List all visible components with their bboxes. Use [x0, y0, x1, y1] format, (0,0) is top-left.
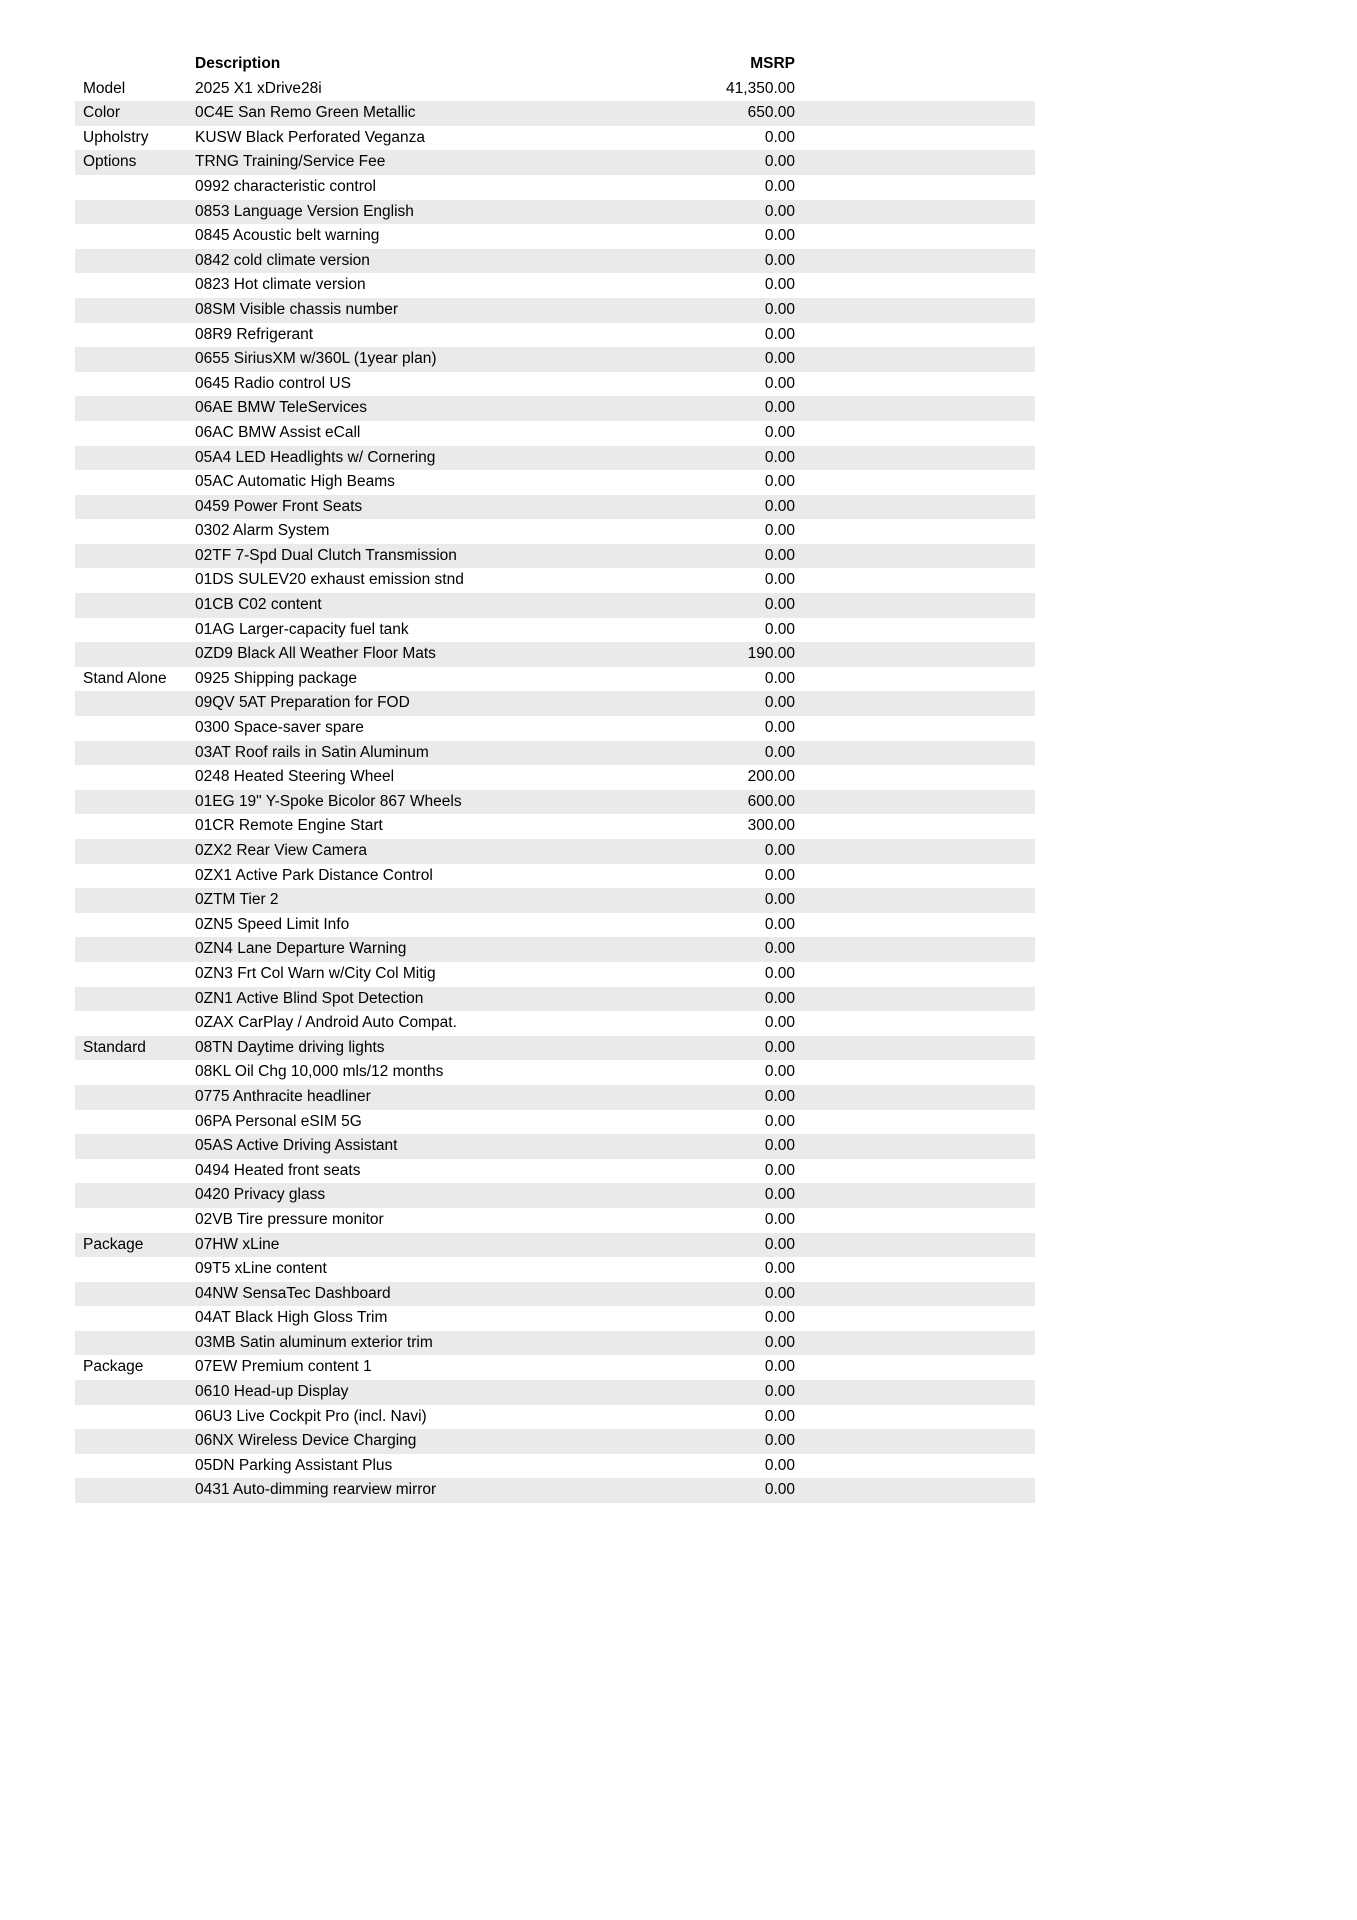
table-row: [75, 593, 1035, 618]
category-cell: Options: [83, 153, 137, 171]
table-row: [75, 347, 1035, 372]
table-row: [75, 544, 1035, 569]
table-row: [75, 1159, 1035, 1184]
msrp-cell: 200.00: [747, 768, 795, 786]
msrp-cell: 0.00: [764, 128, 795, 146]
table-row: [75, 937, 1035, 962]
msrp-cell: 0.00: [764, 202, 795, 220]
description-cell: 01CR Remote Engine Start: [195, 817, 383, 835]
msrp-cell: 0.00: [764, 1038, 795, 1056]
msrp-cell: 0.00: [764, 743, 795, 761]
description-cell: 02TF 7-Spd Dual Clutch Transmission: [195, 546, 457, 564]
msrp-cell: 0.00: [764, 1309, 795, 1327]
table-row: [75, 446, 1035, 471]
table-row: [75, 568, 1035, 593]
description-cell: 09T5 xLine content: [195, 1260, 327, 1278]
msrp-cell: 41,350.00: [726, 79, 795, 97]
description-cell: 08R9 Refrigerant: [195, 325, 314, 343]
description-cell: 0655 SiriusXM w/360L (1year plan): [195, 350, 437, 368]
description-cell: 06AE BMW TeleServices: [195, 399, 367, 417]
msrp-cell: 0.00: [764, 350, 795, 368]
description-cell: 0C4E San Remo Green Metallic: [195, 104, 416, 122]
table-row: [75, 1355, 1035, 1380]
description-cell: 0302 Alarm System: [195, 522, 330, 540]
table-row: [75, 1011, 1035, 1036]
msrp-cell: 0.00: [764, 1063, 795, 1081]
msrp-cell: 0.00: [764, 1358, 795, 1376]
msrp-cell: 0.00: [764, 153, 795, 171]
table-row: [75, 200, 1035, 225]
description-cell: 0ZTM Tier 2: [195, 891, 279, 909]
msrp-cell: 0.00: [764, 989, 795, 1007]
table-row: [75, 126, 1035, 151]
description-cell: 05A4 LED Headlights w/ Cornering: [195, 448, 436, 466]
msrp-cell: 600.00: [747, 792, 795, 810]
description-cell: 0459 Power Front Seats: [195, 497, 363, 515]
table-row: [75, 495, 1035, 520]
description-cell: 06U3 Live Cockpit Pro (incl. Navi): [195, 1407, 427, 1425]
description-cell: 03MB Satin aluminum exterior trim: [195, 1333, 433, 1351]
table-row: [75, 987, 1035, 1012]
table-row: [75, 814, 1035, 839]
table-row: [75, 642, 1035, 667]
description-cell: 0845 Acoustic belt warning: [195, 227, 380, 245]
table-row: [75, 741, 1035, 766]
description-cell: 0ZN3 Frt Col Warn w/City Col Mitig: [195, 964, 436, 982]
table-row: [75, 224, 1035, 249]
table-row: [75, 298, 1035, 323]
msrp-cell: 0.00: [764, 1112, 795, 1130]
description-cell: 0494 Heated front seats: [195, 1161, 361, 1179]
description-cell: 0431 Auto-dimming rearview mirror: [195, 1481, 437, 1499]
description-cell: 0992 characteristic control: [195, 177, 376, 195]
table-row: [75, 519, 1035, 544]
msrp-cell: 0.00: [764, 1186, 795, 1204]
msrp-cell: 0.00: [764, 1210, 795, 1228]
description-cell: 0842 cold climate version: [195, 251, 370, 269]
table-row: [75, 1478, 1035, 1503]
msrp-cell: 0.00: [764, 1260, 795, 1278]
category-cell: Package: [83, 1235, 144, 1253]
description-cell: 01AG Larger-capacity fuel tank: [195, 620, 409, 638]
category-cell: Stand Alone: [83, 669, 167, 687]
description-cell: 08SM Visible chassis number: [195, 300, 399, 318]
msrp-cell: 0.00: [764, 448, 795, 466]
description-cell: 0775 Anthracite headliner: [195, 1087, 371, 1105]
msrp-cell: 0.00: [764, 940, 795, 958]
table-row: [75, 888, 1035, 913]
table-row: [75, 790, 1035, 815]
description-cell: 0925 Shipping package: [195, 669, 358, 687]
table-row: [75, 765, 1035, 790]
table-row: [75, 323, 1035, 348]
msrp-cell: 0.00: [764, 497, 795, 515]
description-cell: 04AT Black High Gloss Trim: [195, 1309, 388, 1327]
description-cell: 05AC Automatic High Beams: [195, 473, 395, 491]
msrp-cell: 0.00: [764, 620, 795, 638]
description-cell: 04NW SensaTec Dashboard: [195, 1284, 391, 1302]
msrp-cell: 0.00: [764, 227, 795, 245]
table-row: [75, 1429, 1035, 1454]
description-cell: 07HW xLine: [195, 1235, 280, 1253]
msrp-cell: 0.00: [764, 300, 795, 318]
table-row: [75, 470, 1035, 495]
description-cell: TRNG Training/Service Fee: [195, 153, 386, 171]
description-cell: 08TN Daytime driving lights: [195, 1038, 385, 1056]
category-cell: Model: [83, 79, 126, 97]
table-row: [75, 1331, 1035, 1356]
description-column-header: Description: [195, 55, 281, 72]
description-cell: 06NX Wireless Device Charging: [195, 1432, 417, 1450]
description-cell: 05DN Parking Assistant Plus: [195, 1456, 393, 1474]
msrp-column-header: MSRP: [750, 55, 795, 72]
msrp-cell: 0.00: [764, 866, 795, 884]
description-cell: 02VB Tire pressure monitor: [195, 1210, 384, 1228]
description-cell: 01DS SULEV20 exhaust emission stnd: [195, 571, 464, 589]
table-row: [75, 618, 1035, 643]
description-cell: 01EG 19" Y-Spoke Bicolor 867 Wheels: [195, 792, 462, 810]
description-cell: 0420 Privacy glass: [195, 1186, 326, 1204]
description-cell: 06AC BMW Assist eCall: [195, 423, 361, 441]
table-row: [75, 249, 1035, 274]
table-row: [75, 691, 1035, 716]
table-row: [75, 421, 1035, 446]
msrp-cell: 0.00: [764, 915, 795, 933]
msrp-cell: 0.00: [764, 423, 795, 441]
description-cell: 09QV 5AT Preparation for FOD: [195, 694, 410, 712]
msrp-cell: 0.00: [764, 1383, 795, 1401]
msrp-cell: 0.00: [764, 473, 795, 491]
description-cell: 0ZX2 Rear View Camera: [195, 842, 368, 859]
msrp-cell: 0.00: [764, 719, 795, 737]
msrp-cell: 0.00: [764, 251, 795, 269]
msrp-cell: 0.00: [764, 571, 795, 589]
table-row: [75, 1208, 1035, 1233]
table-row: [75, 1233, 1035, 1258]
description-cell: 0ZAX CarPlay / Android Auto Compat.: [195, 1014, 457, 1032]
description-cell: 0ZN4 Lane Departure Warning: [195, 940, 407, 958]
msrp-cell: 0.00: [764, 399, 795, 417]
table-row: [75, 1257, 1035, 1282]
msrp-cell: 0.00: [764, 1432, 795, 1450]
table-row: [75, 1183, 1035, 1208]
table-row: [75, 175, 1035, 200]
msrp-cell: 0.00: [764, 546, 795, 564]
msrp-cell: 190.00: [747, 645, 795, 663]
description-cell: 07EW Premium content 1: [195, 1358, 372, 1376]
msrp-cell: 0.00: [764, 1407, 795, 1425]
table-row: [75, 1405, 1035, 1430]
msrp-cell: 0.00: [764, 522, 795, 540]
msrp-cell: 0.00: [764, 842, 795, 859]
description-cell: 01CB C02 content: [195, 596, 322, 614]
table-row: [75, 273, 1035, 298]
msrp-cell: 0.00: [764, 1333, 795, 1351]
msrp-cell: 0.00: [764, 669, 795, 687]
table-row: [75, 1134, 1035, 1159]
msrp-cell: 0.00: [764, 325, 795, 343]
table-row: [75, 1110, 1035, 1135]
description-cell: 0ZD9 Black All Weather Floor Mats: [195, 645, 436, 663]
category-cell: Color: [83, 104, 121, 122]
msrp-cell: 0.00: [764, 1481, 795, 1499]
category-cell: Standard: [83, 1038, 146, 1056]
table-row: [75, 864, 1035, 889]
msrp-cell: 0.00: [764, 1456, 795, 1474]
description-cell: 0823 Hot climate version: [195, 276, 366, 294]
msrp-cell: 0.00: [764, 694, 795, 712]
table-row: [75, 1085, 1035, 1110]
table-row: [75, 1060, 1035, 1085]
msrp-cell: 0.00: [764, 596, 795, 614]
options-table: [75, 52, 1035, 1503]
description-cell: 0645 Radio control US: [195, 374, 351, 392]
table-row: [75, 913, 1035, 938]
msrp-cell: 0.00: [764, 276, 795, 294]
description-cell: 03AT Roof rails in Satin Aluminum: [195, 743, 429, 761]
table-row: [75, 77, 1035, 102]
table-row: [75, 150, 1035, 175]
description-cell: 0ZN1 Active Blind Spot Detection: [195, 989, 424, 1007]
table-row: [75, 1282, 1035, 1307]
table-row: [75, 1036, 1035, 1061]
table-row: [75, 101, 1035, 126]
description-cell: 2025 X1 xDrive28i: [195, 79, 322, 97]
category-cell: Upholstry: [83, 128, 149, 146]
description-cell: 0ZX1 Active Park Distance Control: [195, 866, 433, 884]
options-table-body: [75, 77, 1035, 1503]
table-row: [75, 372, 1035, 397]
msrp-cell: 0.00: [764, 374, 795, 392]
msrp-cell: 300.00: [747, 817, 795, 835]
msrp-cell: 0.00: [764, 177, 795, 195]
table-row: [75, 1454, 1035, 1479]
category-cell: Package: [83, 1358, 144, 1376]
msrp-cell: 0.00: [764, 1087, 795, 1105]
msrp-cell: 0.00: [764, 1235, 795, 1253]
msrp-cell: 0.00: [764, 1014, 795, 1032]
description-cell: 05AS Active Driving Assistant: [195, 1137, 398, 1155]
description-cell: 08KL Oil Chg 10,000 mls/12 months: [195, 1063, 444, 1081]
msrp-cell: 650.00: [747, 104, 795, 122]
description-cell: KUSW Black Perforated Veganza: [195, 128, 426, 146]
msrp-cell: 0.00: [764, 964, 795, 982]
table-row: [75, 716, 1035, 741]
table-row: [75, 396, 1035, 421]
table-row: [75, 1380, 1035, 1405]
description-cell: 0248 Heated Steering Wheel: [195, 768, 395, 786]
description-cell: 0853 Language Version English: [195, 202, 414, 220]
msrp-cell: 0.00: [764, 1161, 795, 1179]
description-cell: 0610 Head-up Display: [195, 1383, 349, 1401]
msrp-cell: 0.00: [764, 891, 795, 909]
table-header-row: [75, 52, 1035, 77]
table-row: [75, 667, 1035, 692]
description-cell: 0300 Space-saver spare: [195, 719, 364, 737]
table-row: [75, 1306, 1035, 1331]
table-row: [75, 839, 1035, 864]
description-cell: 06PA Personal eSIM 5G: [195, 1112, 362, 1130]
description-cell: 0ZN5 Speed Limit Info: [195, 915, 350, 933]
msrp-cell: 0.00: [764, 1284, 795, 1302]
table-row: [75, 962, 1035, 987]
msrp-cell: 0.00: [764, 1137, 795, 1155]
